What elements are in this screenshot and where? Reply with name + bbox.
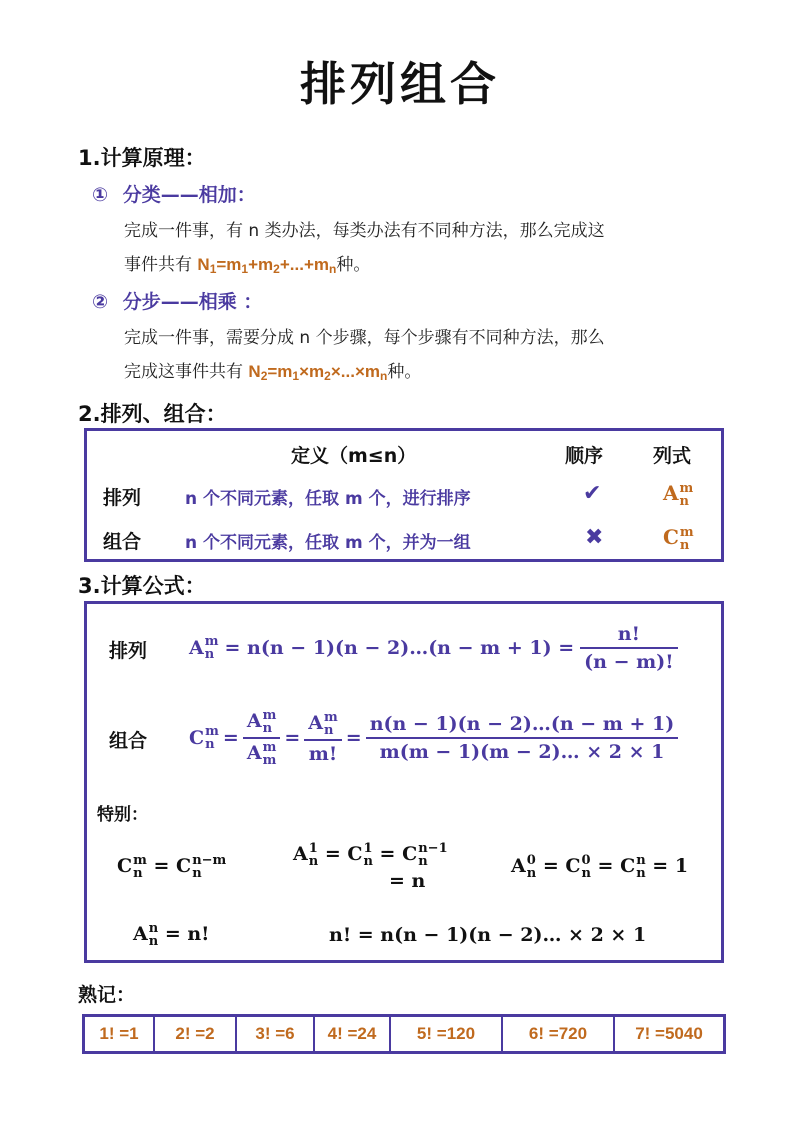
table-row-comb-expression: C m n [663, 524, 694, 553]
special-full-perm: A n n = n! [133, 921, 210, 949]
section2-heading: 2.排列、组合： [78, 402, 227, 426]
table-header-expression: 列式 [653, 445, 692, 467]
factorial-table [82, 1014, 726, 1054]
item1-formula: $N_1=m_1+m_2+...+m_n$ [197, 255, 337, 276]
table-row-comb-label: 组合 [103, 531, 142, 553]
fact-cell-6: 6! =720 [503, 1017, 615, 1051]
item1-title: 分类——相加： [122, 184, 256, 206]
special-zero: A 0 n = C 0 n = C n n = 1 [511, 853, 689, 881]
item2-title: 分步——相乘 ： [122, 291, 263, 313]
table-header-order: 顺序 [565, 445, 604, 467]
item2-number: ② [92, 291, 109, 313]
formula-comb-label: 组合 [109, 730, 148, 752]
table-row-perm-definition: n 个不同元素，任取 m 个，进行排序 [185, 489, 471, 509]
formula-comb: C m n = A m n A m m = A m n m! = $\frac{n(n - 1)(n - 2)\dots(n - m + 1)}{m(m - 1)(m - 2)\dots \times 2 \times 1}$ [189, 704, 678, 772]
formula-perm: A m n = n(n − 1)(n − 2)…(n − m + 1) = $\frac{n!}{(n - m)!}$ [189, 618, 678, 678]
check-icon: ✔ [583, 481, 602, 506]
page-title: 排列组合 [300, 57, 500, 111]
fact-cell-1: 1! =1 [85, 1017, 155, 1051]
special-symmetry: C m n = C n−m n [117, 853, 227, 881]
item2-heading [92, 287, 262, 314]
special-one: A 1 n = C 1 n = C n−1 n = n [293, 841, 448, 892]
table-row-comb-definition: n 个不同元素，任取 m 个，并为一组 [185, 533, 471, 553]
item2-line2-suffix: 种。 [387, 362, 422, 382]
section1-heading: 1.计算原理： [78, 146, 206, 170]
fact-cell-2: 2! =2 [155, 1017, 237, 1051]
fact-cell-7: 7! =5040 [635, 1024, 703, 1043]
item2-line1: 完成一件事，需要分成 n 个步骤，每个步骤有不同种方法，那么 [124, 328, 605, 348]
memorize-heading: 熟记： [78, 984, 136, 1006]
definition-table [84, 428, 724, 562]
formula-perm-label: 排列 [109, 640, 148, 662]
item1-line2-suffix: 种。 [336, 255, 371, 275]
item2-line2 [124, 355, 421, 393]
fact-cell-5: 5! =120 [391, 1017, 503, 1051]
fact-cell-4: 4! =24 [315, 1017, 391, 1051]
item1-line1: 完成一件事，有 n 类办法，每类办法有不同种方法，那么完成这 [124, 221, 605, 241]
item2-formula: $N_2=m_1\times m_2\times...\times m_n$ [248, 362, 388, 383]
cross-icon: ✖ [585, 525, 604, 550]
section3-heading: 3.计算公式： [78, 574, 206, 598]
item1-heading [92, 180, 256, 207]
table-row-perm-expression: A m n [663, 480, 694, 509]
table-row-perm-label: 排列 [103, 487, 142, 509]
item1-number: ① [92, 184, 109, 206]
special-label: 特别： [97, 805, 148, 825]
formula-box [84, 601, 724, 963]
item1-line2-prefix: 事件共有 [124, 255, 192, 275]
table-header-definition: 定义（m≤n） [291, 445, 417, 467]
fact-cell-3: 3! =6 [237, 1017, 315, 1051]
item2-line2-prefix: 完成这事件共有 [124, 362, 243, 382]
item1-line2 [124, 248, 370, 286]
special-factorial: n! = n(n − 1)(n − 2)… × 2 × 1 [329, 924, 647, 946]
